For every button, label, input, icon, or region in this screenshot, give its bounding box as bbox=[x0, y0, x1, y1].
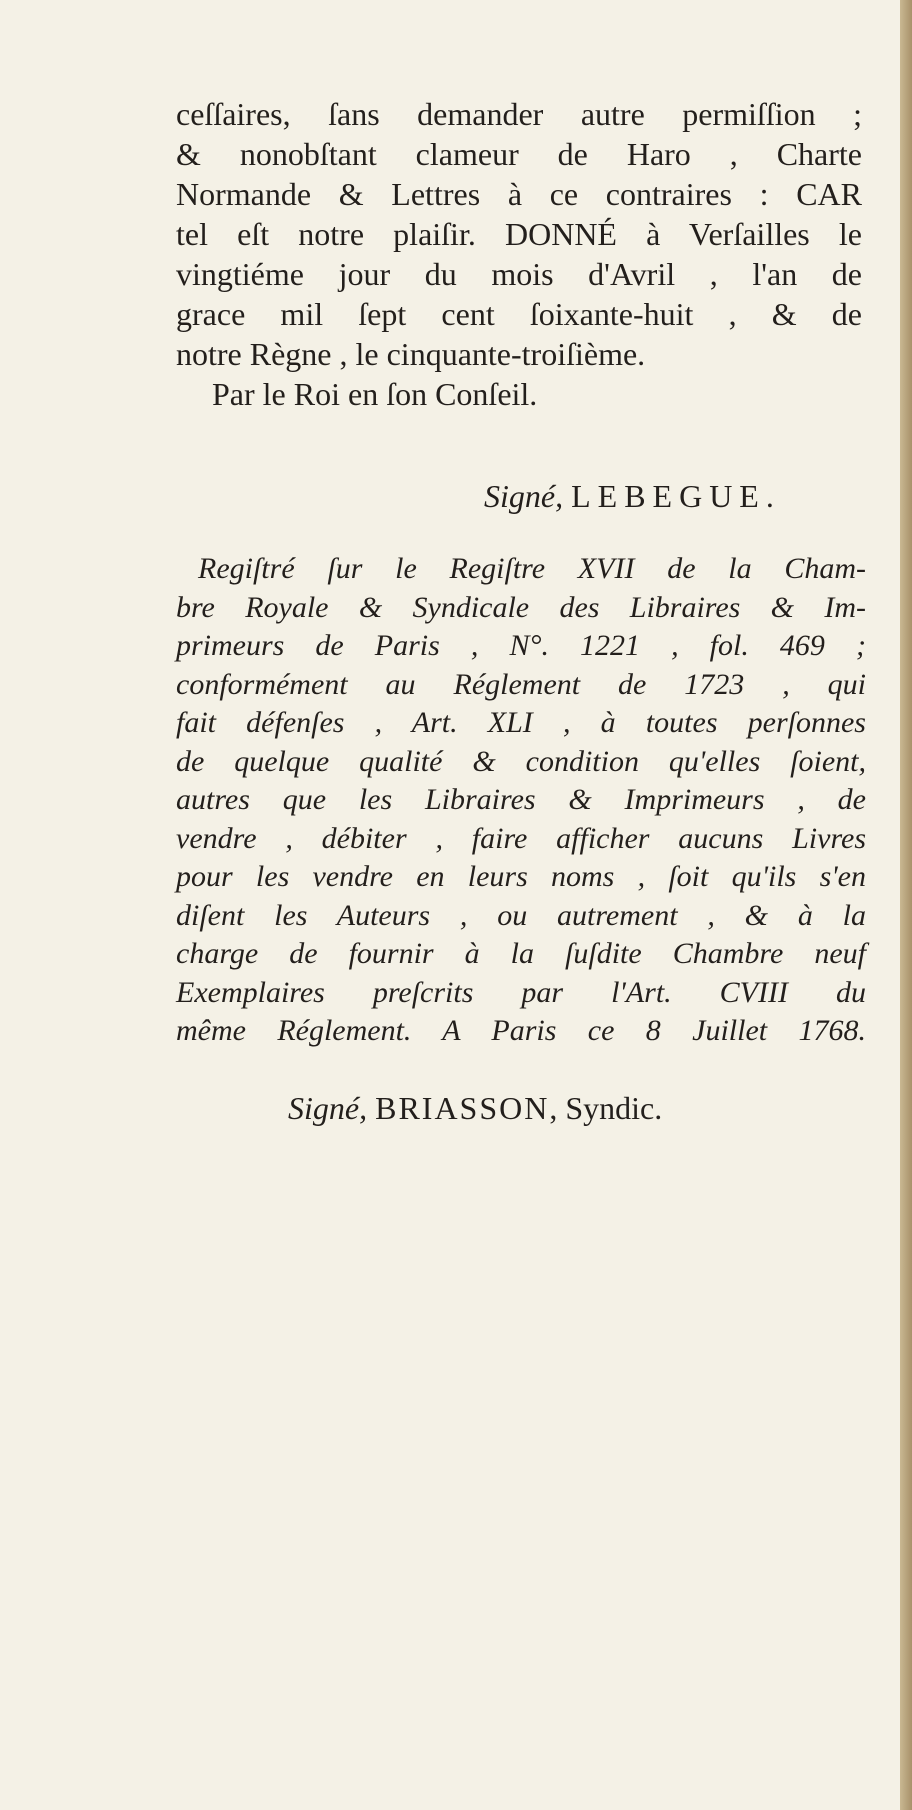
royal-privilege-text bbox=[176, 94, 862, 414]
text-line: Normande & Lettres à ce contraires : CAR bbox=[176, 176, 862, 212]
registration-line: charge de fournir à la ſuſdite Chambre neuf bbox=[176, 937, 866, 970]
registration-line: primeurs de Paris , N°. 1221 , fol. 469 ; bbox=[176, 629, 866, 662]
signature-title: , Syndic. bbox=[549, 1090, 663, 1126]
registration-line: fait défenſes , Art. XLI , à toutes perſonnes bbox=[176, 706, 866, 739]
text-line: tel eſt notre plaiſir. DONNÉ à Verſailles le bbox=[176, 216, 862, 252]
show-through bbox=[170, 1190, 178, 1224]
text-line: notre Règne , le cinquante-troiſième. bbox=[176, 336, 646, 372]
text-line: grace mil ſept cent ſoixante-huit , & de bbox=[176, 296, 862, 332]
registration-line: conformément au Réglement de 1723 , qui bbox=[176, 667, 866, 701]
registration-line: diſent les Auteurs , ou autrement , & à la bbox=[176, 898, 866, 932]
text-line: ceſſaires, ſans demander autre permiſſion ; bbox=[176, 96, 862, 132]
text-line: vingtiéme jour du mois d'Avril , l'an de bbox=[176, 256, 862, 292]
registration-line: de quelque qualité & condition qu'elles ſoient, bbox=[176, 744, 866, 778]
registration-line: pour les vendre en leurs noms , ſoit qu'ils s'en bbox=[176, 860, 866, 893]
registration-line: Regiſtré ſur le Regiſtre XVII de la Cham- bbox=[198, 552, 866, 585]
registration-line: bre Royale & Syndicale des Libraires & Im- bbox=[176, 590, 866, 624]
page-edge bbox=[900, 0, 912, 1810]
signature-name: LEBEGUE. bbox=[571, 478, 781, 514]
signature-name: BRIASSON bbox=[375, 1090, 550, 1126]
signature-lebegue bbox=[484, 478, 781, 515]
signature-prefix: Signé, bbox=[288, 1090, 368, 1126]
registration-line: autres que les Libraires & Imprimeurs , de bbox=[176, 783, 866, 816]
text-line: & nonobſtant clameur de Haro , Charte bbox=[176, 136, 862, 172]
registration-text bbox=[176, 550, 866, 1051]
signature-briasson bbox=[288, 1090, 662, 1127]
text-line: Par le Roi en ſon Conſeil. bbox=[212, 376, 538, 412]
registration-line: même Réglement. A Paris ce 8 Juillet 1768. bbox=[176, 1014, 866, 1047]
registration-line: vendre , débiter , faire afficher aucuns Livres bbox=[176, 821, 866, 855]
registration-line: Exemplaires preſcrits par l'Art. CVIII du bbox=[176, 975, 866, 1009]
signature-prefix: Signé, bbox=[484, 478, 564, 514]
